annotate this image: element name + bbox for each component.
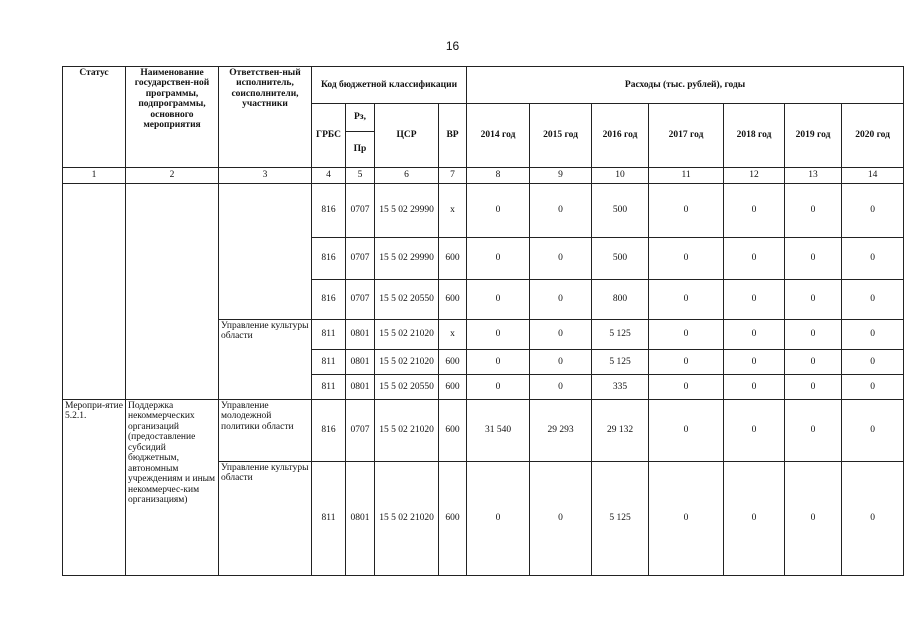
value-cell: 0 [724, 375, 785, 400]
header-year: 2018 год [724, 104, 785, 168]
rz-cell: 0707 [346, 184, 375, 238]
csr-cell: 15 5 02 21020 [375, 462, 439, 576]
value-cell: 0 [649, 400, 724, 462]
vr-cell: 600 [439, 400, 467, 462]
budget-table [62, 66, 904, 576]
grbs-cell: 811 [312, 462, 346, 576]
header-year: 2017 год [649, 104, 724, 168]
value-cell: 0 [724, 400, 785, 462]
vr-cell: 600 [439, 280, 467, 320]
header-budget-code: Код бюджетной классификации [312, 67, 467, 104]
column-number: 11 [649, 168, 724, 184]
value-cell: 0 [530, 238, 592, 280]
header-program-name: Наименование государствен-ной программы, подпрограммы, основного мероприятия [126, 67, 219, 168]
value-cell: 0 [724, 280, 785, 320]
value-cell: 0 [724, 320, 785, 350]
grbs-cell: 816 [312, 280, 346, 320]
value-cell: 0 [785, 280, 842, 320]
measure-status: Меропри-ятие 5.2.1. [63, 400, 126, 576]
header-expenses: Расходы (тыс. рублей), годы [467, 67, 904, 104]
column-number: 12 [724, 168, 785, 184]
value-cell: 0 [842, 184, 904, 238]
name-cell-empty [126, 184, 219, 400]
executor-cell: Управление культуры области [219, 320, 312, 400]
value-cell: 0 [842, 462, 904, 576]
column-number: 2 [126, 168, 219, 184]
value-cell: 335 [592, 375, 649, 400]
header-grbs: ГРБС [312, 104, 346, 168]
value-cell: 0 [724, 184, 785, 238]
executor-cell: Управление культуры области [219, 462, 312, 576]
column-number: 7 [439, 168, 467, 184]
value-cell: 0 [649, 375, 724, 400]
value-cell: 0 [842, 350, 904, 375]
value-cell: 0 [842, 238, 904, 280]
csr-cell: 15 5 02 21020 [375, 400, 439, 462]
table-row [63, 184, 904, 238]
value-cell: 5 125 [592, 462, 649, 576]
rz-cell: 0707 [346, 400, 375, 462]
value-cell: 0 [785, 350, 842, 375]
value-cell: 0 [724, 462, 785, 576]
vr-cell: x [439, 184, 467, 238]
csr-cell: 15 5 02 29990 [375, 238, 439, 280]
column-number: 6 [375, 168, 439, 184]
grbs-cell: 816 [312, 238, 346, 280]
rz-cell: 0707 [346, 238, 375, 280]
rz-cell: 0801 [346, 375, 375, 400]
value-cell: 0 [649, 280, 724, 320]
value-cell: 0 [467, 280, 530, 320]
value-cell: 0 [649, 462, 724, 576]
value-cell: 31 540 [467, 400, 530, 462]
value-cell: 500 [592, 238, 649, 280]
header-rz: Рз, [346, 104, 375, 132]
table-row [63, 400, 904, 462]
vr-cell: x [439, 320, 467, 350]
column-number: 4 [312, 168, 346, 184]
value-cell: 0 [467, 238, 530, 280]
value-cell: 0 [649, 320, 724, 350]
value-cell: 0 [649, 350, 724, 375]
value-cell: 0 [467, 350, 530, 375]
value-cell: 5 125 [592, 350, 649, 375]
value-cell: 0 [530, 280, 592, 320]
rz-cell: 0801 [346, 320, 375, 350]
rz-cell: 0801 [346, 462, 375, 576]
value-cell: 5 125 [592, 320, 649, 350]
column-number: 13 [785, 168, 842, 184]
value-cell: 0 [842, 280, 904, 320]
value-cell: 29 293 [530, 400, 592, 462]
status-cell-empty [63, 184, 126, 400]
vr-cell: 600 [439, 238, 467, 280]
value-cell: 0 [467, 375, 530, 400]
header-year: 2015 год [530, 104, 592, 168]
header-status: Статус [63, 67, 126, 168]
grbs-cell: 816 [312, 184, 346, 238]
csr-cell: 15 5 02 20550 [375, 280, 439, 320]
value-cell: 0 [649, 238, 724, 280]
value-cell: 800 [592, 280, 649, 320]
header-executor: Ответствен-ный исполнитель, соисполнители, участники [219, 67, 312, 168]
executor-cell-empty [219, 184, 312, 320]
page-number: 16 [445, 39, 460, 53]
grbs-cell: 811 [312, 375, 346, 400]
value-cell: 0 [467, 320, 530, 350]
header-csr: ЦСР [375, 104, 439, 168]
vr-cell: 600 [439, 350, 467, 375]
value-cell: 29 132 [592, 400, 649, 462]
rz-cell: 0801 [346, 350, 375, 375]
value-cell: 0 [467, 184, 530, 238]
value-cell: 0 [724, 350, 785, 375]
value-cell: 0 [842, 400, 904, 462]
header-pr: Пр [346, 132, 375, 168]
column-number: 8 [467, 168, 530, 184]
rz-cell: 0707 [346, 280, 375, 320]
value-cell: 0 [842, 375, 904, 400]
executor-cell: Управление молодежной политики области [219, 400, 312, 462]
grbs-cell: 811 [312, 350, 346, 375]
value-cell: 0 [530, 462, 592, 576]
value-cell: 0 [530, 375, 592, 400]
column-number: 9 [530, 168, 592, 184]
vr-cell: 600 [439, 375, 467, 400]
header-year: 2020 год [842, 104, 904, 168]
value-cell: 0 [785, 400, 842, 462]
value-cell: 0 [724, 238, 785, 280]
value-cell: 0 [785, 462, 842, 576]
column-number: 3 [219, 168, 312, 184]
csr-cell: 15 5 02 29990 [375, 184, 439, 238]
value-cell: 0 [530, 184, 592, 238]
column-number: 1 [63, 168, 126, 184]
value-cell: 0 [785, 238, 842, 280]
value-cell: 0 [785, 320, 842, 350]
value-cell: 0 [530, 350, 592, 375]
value-cell: 0 [649, 184, 724, 238]
grbs-cell: 811 [312, 320, 346, 350]
measure-name: Поддержка некоммерческих организаций (предоставление субсидий бюджетным, автономным учреждениям и иным некоммерчес-ким организациям) [126, 400, 219, 576]
value-cell: 0 [785, 375, 842, 400]
value-cell: 0 [530, 320, 592, 350]
csr-cell: 15 5 02 21020 [375, 320, 439, 350]
csr-cell: 15 5 02 21020 [375, 350, 439, 375]
value-cell: 500 [592, 184, 649, 238]
value-cell: 0 [785, 184, 842, 238]
column-number: 14 [842, 168, 904, 184]
vr-cell: 600 [439, 462, 467, 576]
header-vr: ВР [439, 104, 467, 168]
value-cell: 0 [467, 462, 530, 576]
grbs-cell: 816 [312, 400, 346, 462]
header-year: 2016 год [592, 104, 649, 168]
column-number: 10 [592, 168, 649, 184]
value-cell: 0 [842, 320, 904, 350]
column-number: 5 [346, 168, 375, 184]
header-year: 2014 год [467, 104, 530, 168]
csr-cell: 15 5 02 20550 [375, 375, 439, 400]
header-year: 2019 год [785, 104, 842, 168]
